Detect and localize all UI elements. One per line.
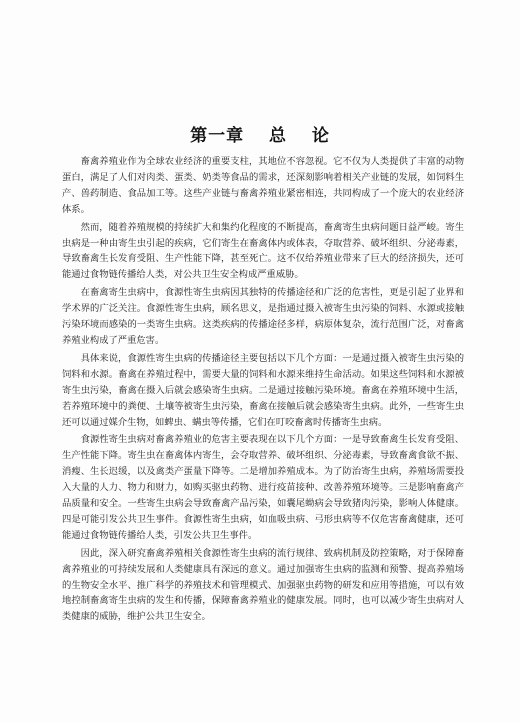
paragraph-2: 然而，随着养殖规模的持续扩大和集约化程度的不断提高，畜禽寄生虫病问题日益严峻。寄生虫病是一种由寄生虫引起的疾病，它们寄生在畜禽体内或体表，夺取营养、破坏组织、分泌毒素，导致畜禽生长发育受阻、生产性能下降，甚至死亡。这不仅给养殖业带来了巨大的经济损失，还可能通过食物链传播给人类，对公共卫生安全构成严重威胁。 bbox=[62, 221, 464, 281]
body-text bbox=[62, 154, 464, 627]
paragraph-5: 食源性寄生虫病对畜禽养殖业的危害主要表现在以下几个方面：一是导致畜禽生长发育受阻、生产性能下降。寄生虫在畜禽体内寄生，会夺取营养、破坏组织、分泌毒素，导致畜禽食欲不振、消瘦、生长迟缓，以及禽类产蛋量下降等。二是增加养殖成本。为了防治寄生虫病，养殖场需要投入大量的人力、物力和财力，如购买驱虫药物、进行疫苗接种、改善养殖环境等。三是影响畜禽产品质量和安全。一些寄生虫病会导致畜禽产品污染，如囊尾蚴病会导致猪肉污染，影响人体健康。四是可能引发公共卫生事件。食源性寄生虫病，如血吸虫病、弓形虫病等不仅危害畜禽健康，还可能通过食物链传播给人类，引发公共卫生事件。 bbox=[62, 434, 464, 541]
chapter-title: 第一章 总 论 bbox=[190, 126, 330, 146]
paragraph-1: 畜禽养殖业作为全球农业经济的重要支柱，其地位不容忽视。它不仅为人类提供了丰富的动物蛋白，满足了人们对肉类、蛋类、奶类等食品的需求，还深刻影响着相关产业链的发展，如饲料生产、兽药制造、食品加工等。这些产业链与畜禽养殖业紧密相连，共同构成了一个庞大的农业经济体系。 bbox=[62, 156, 464, 215]
paragraph-4: 具体来说，食源性寄生虫病的传播途径主要包括以下几个方面：一是通过摄入被寄生虫污染的饲料和水源。畜禽在养殖过程中，需要大量的饲料和水源来维持生命活动。如果这些饲料和水源被寄生虫污染，畜禽在摄入后就会感染寄生虫病。二是通过接触污染环境。畜禽在养殖环境中生活，若养殖环境中的粪便、土壤等被寄生虫污染，畜禽在接触后就会感染寄生虫病。此外，一些寄生虫还可以通过媒介生物，如蜱虫、螨虫等传播，它们在叮咬畜禽时传播寄生虫病。 bbox=[62, 352, 464, 428]
paragraph-3: 在畜禽寄生虫病中，食源性寄生虫病因其独特的传播途径和广泛的危害性，更是引起了业界和学术界的广泛关注。食源性寄生虫病，顾名思义，是指通过摄入被寄生虫污染的饲料、水源或接触污染环境而感染的一类寄生虫病。这类疾病的传播途径多样，病原体复杂，流行范围广泛，对畜禽养殖业构成了严重危害。 bbox=[62, 287, 464, 346]
paragraph-6: 因此，深入研究畜禽养殖相关食源性寄生虫病的流行规律、致病机制及防控策略，对于保障畜禽养殖业的可持续发展和人类健康具有深远的意义。通过加强寄生虫病的监测和预警、提高养殖场的生物安全水平、推广科学的养殖技术和管理模式、加强驱虫药物的研发和应用等措施，可以有效地控制畜禽寄生虫病的发生和传播，保障畜禽养殖业的健康发展。同时，也可以减少寄生虫病对人类健康的威胁，维护公共卫生安全。 bbox=[62, 547, 464, 623]
